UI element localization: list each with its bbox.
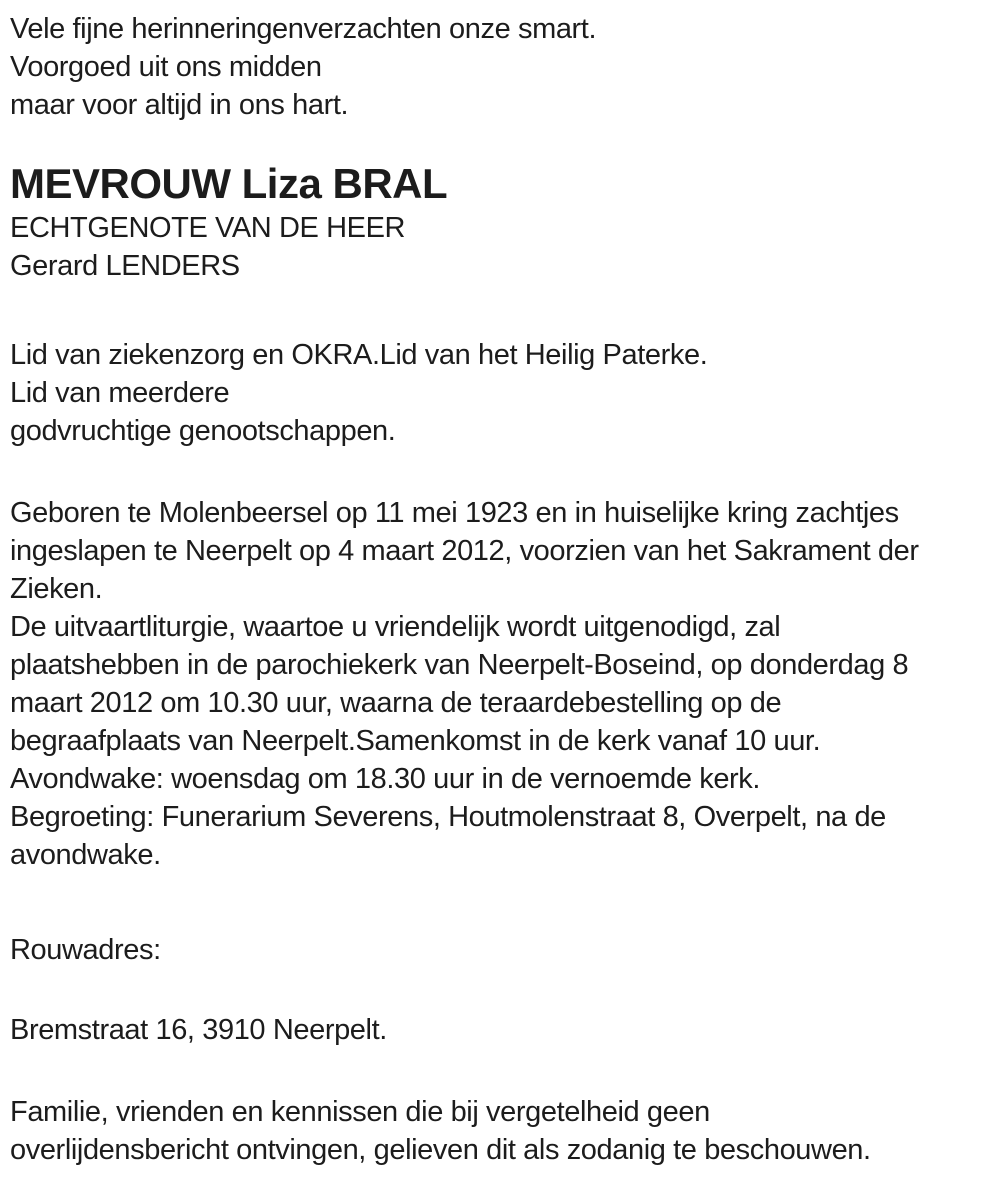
mourning-address-label-text: Rouwadres: — [10, 934, 161, 966]
funeral-announcement-line: plaatshebben in de parochiekerk van Neerpelt-Boseind, op donderdag 8 — [10, 649, 909, 681]
deceased-relation — [10, 209, 992, 285]
memberships-paragraph — [10, 336, 992, 450]
opening-verse — [10, 10, 992, 124]
funeral-announcement-line: begraafplaats van Neerpelt.Samenkomst in de kerk vanaf 10 uur. — [10, 725, 821, 757]
deceased-name: MEVROUW Liza BRAL — [10, 160, 448, 207]
memberships-line: godvruchtige genootschappen. — [10, 415, 396, 447]
funeral-announcement-line: Geboren te Molenbeersel op 11 mei 1923 en in huiselijke kring zachtjes — [10, 497, 899, 529]
funeral-announcement-line: Begroeting: Funerarium Severens, Houtmolenstraat 8, Overpelt, na de — [10, 801, 886, 833]
funeral-announcement — [10, 494, 992, 874]
mourning-address — [10, 1011, 992, 1049]
closing-note-line: overlijdensbericht ontvingen, gelieven dit als zodanig te beschouwen. — [10, 1134, 871, 1166]
closing-note-line: Familie, vrienden en kennissen die bij vergetelheid geen — [10, 1096, 710, 1128]
deceased-relation-line: ECHTGENOTE VAN DE HEER — [10, 212, 406, 244]
funeral-announcement-line: ingeslapen te Neerpelt op 4 maart 2012, voorzien van het Sakrament der — [10, 535, 919, 567]
opening-verse-line: maar voor altijd in ons hart. — [10, 89, 349, 121]
opening-verse-line: Vele fijne herinneringenverzachten onze smart. — [10, 13, 597, 45]
closing-note — [10, 1093, 992, 1169]
deceased-relation-line: Gerard LENDERS — [10, 250, 240, 282]
memberships-line: Lid van meerdere — [10, 377, 230, 409]
funeral-announcement-line: De uitvaartliturgie, waartoe u vriendelijk wordt uitgenodigd, zal — [10, 611, 781, 643]
mourning-address-text: Bremstraat 16, 3910 Neerpelt. — [10, 1014, 387, 1046]
funeral-announcement-line: Zieken. — [10, 573, 103, 605]
funeral-announcement-line: maart 2012 om 10.30 uur, waarna de teraardebestelling op de — [10, 687, 782, 719]
opening-verse-line: Voorgoed uit ons midden — [10, 51, 322, 83]
mourning-address-label — [10, 931, 992, 969]
funeral-announcement-line: Avondwake: woensdag om 18.30 uur in de vernoemde kerk. — [10, 763, 761, 795]
funeral-announcement-line: avondwake. — [10, 839, 161, 871]
memberships-line: Lid van ziekenzorg en OKRA.Lid van het Heilig Paterke. — [10, 339, 708, 371]
